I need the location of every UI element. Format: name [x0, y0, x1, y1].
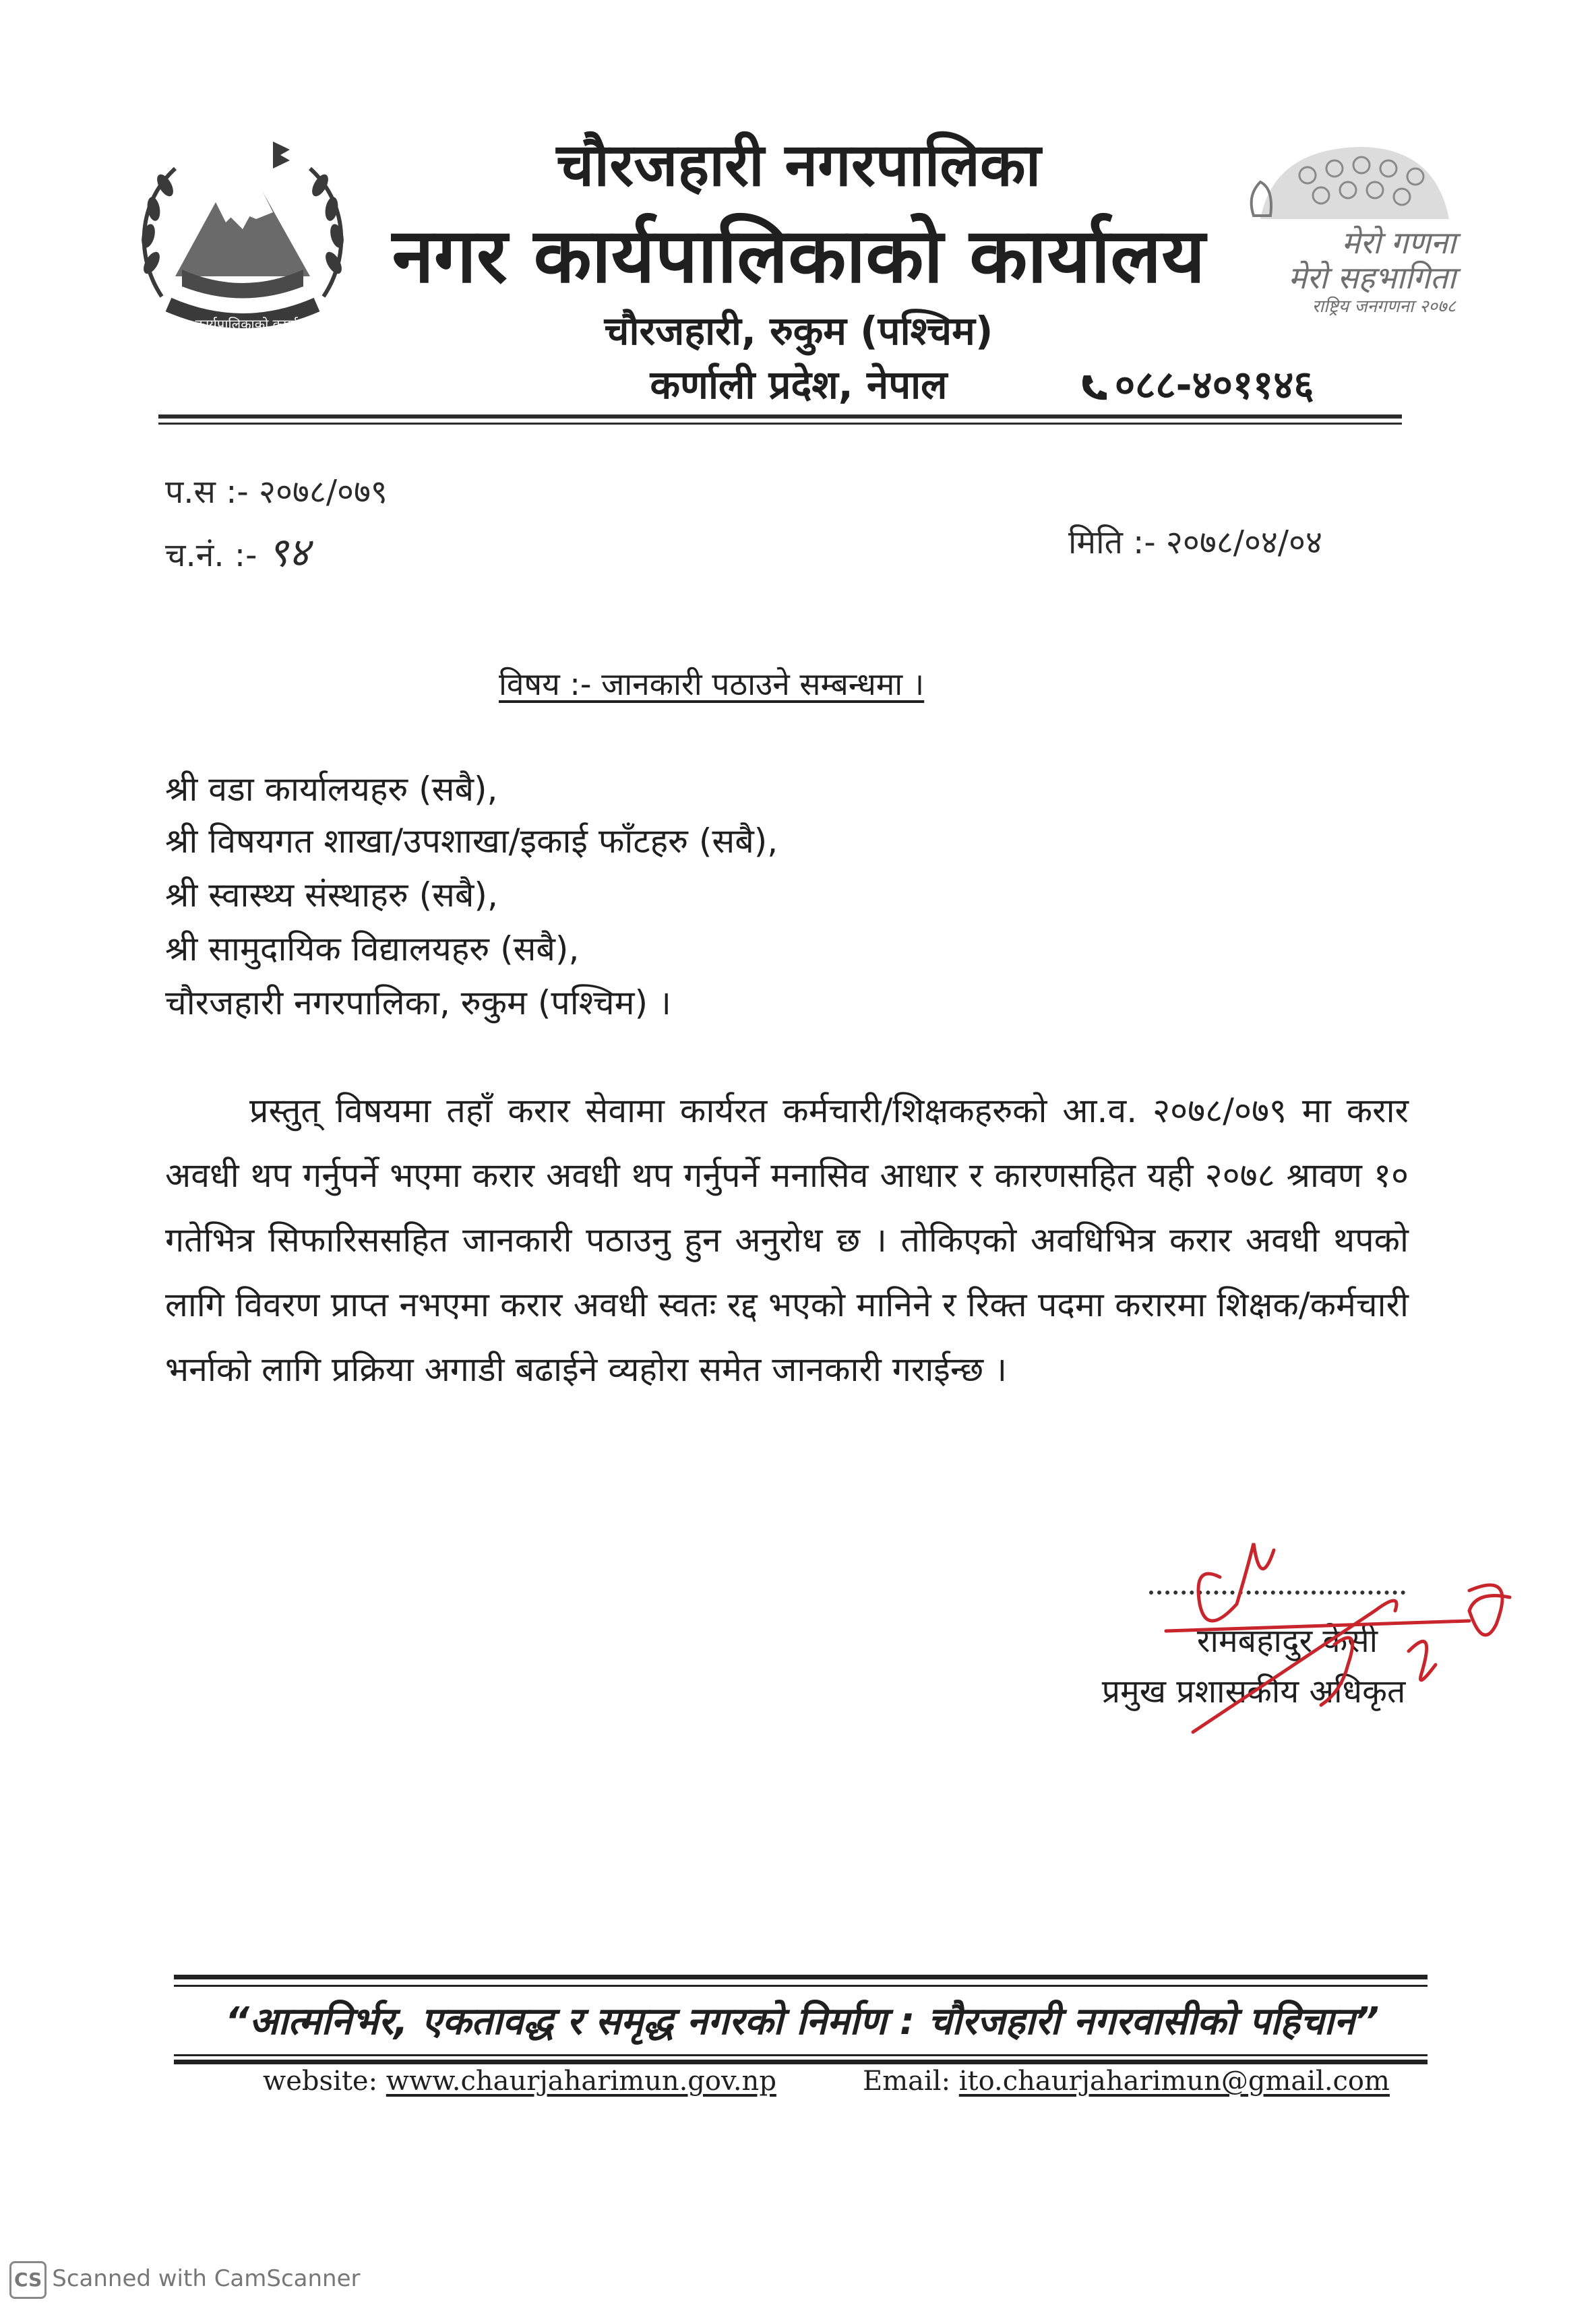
- phone-icon: [1078, 371, 1109, 402]
- website-label: website:: [263, 2066, 386, 2097]
- census-crowd-icon: [1233, 142, 1469, 222]
- phone-value: ०८८-४०११४६: [1115, 362, 1314, 408]
- camscanner-badge: CS: [9, 2261, 47, 2299]
- email-line: [863, 2062, 1390, 2100]
- footer-divider-bottom-thin: [174, 2054, 1428, 2056]
- addressee-5: चौरजहारी नगरपालिका, रुकुम (पश्चिम) ।: [165, 983, 671, 1022]
- municipality-motto: “आत्मनिर्भर, एकतावद्ध र समृद्ध नगरको निर्माण : चौरजहारी नगरवासीको पहिचान”: [224, 2000, 1380, 2043]
- letter-subject: विषय :- जानकारी पठाउने सम्बन्धमा ।: [499, 666, 925, 702]
- header-divider: [158, 414, 1402, 419]
- handwritten-signature: [1119, 1489, 1523, 1793]
- dispatch-label: च.नं. :-: [165, 536, 268, 574]
- addressee-1: श्री वडा कार्यालयहरु (सबै),: [165, 770, 498, 809]
- census-line1: मेरो गणना: [1341, 224, 1456, 261]
- website-link[interactable]: www.chaurjaharimun.gov.np: [386, 2066, 776, 2097]
- addressee-4: श्री सामुदायिक विद्यालयहरु (सबै),: [165, 929, 580, 968]
- footer-divider-top-thin: [174, 1985, 1428, 1987]
- dispatch-handwritten: ९४: [267, 529, 310, 576]
- office-name: नगर कार्यपालिकाको कार्यालय: [392, 212, 1206, 300]
- office-location: चौरजहारी, रुकुम (पश्चिम): [604, 308, 993, 354]
- addressee-3: श्री स्वास्थ्य संस्थाहरु (सबै),: [165, 875, 498, 915]
- letter-body: प्रस्तुत् विषयमा तहाँ करार सेवामा कार्यरत कर्मचारी/शिक्षकहरुको आ.व. २०७८/०७९ मा करार अवधी थप गर्नुपर्ने भएमा करार अवधी थप गर्नुपर्ने मनासिव आधार र कारणसहित यही २०७८ श्रावण १० गतेभित्र सिफारिससहित जानकारी पठाउनु हुन अनुरोध छ । तोकिएको अवधिभित्र करार अवधी थपको लागि विवरण प्राप्त नभएमा करार अवधी स्वतः रद्द भएको मानिने र रिक्त पदमा करारमा शिक्षक/कर्मचारी भर्नाको लागि प्रक्रिया अगाडी बढाईने व्यहोरा समेत जानकारी गराईन्छ ।: [165, 1091, 1409, 1389]
- census-logo: [1233, 142, 1469, 350]
- phone-number: [1078, 361, 1429, 409]
- province-line: कर्णाली प्रदेश, नेपाल: [650, 362, 948, 408]
- camscanner-text: Scanned with CamScanner: [52, 2265, 361, 2292]
- municipality-name: चौरजहारी नगरपालिका: [556, 130, 1041, 199]
- email-link[interactable]: ito.chaurjaharimun@gmail.com: [958, 2066, 1390, 2097]
- census-line2: मेरो सहभागिता: [1288, 259, 1456, 296]
- email-label: Email:: [863, 2066, 959, 2097]
- nepal-emblem-logo: [121, 128, 364, 357]
- camscanner-watermark: [0, 2261, 361, 2299]
- census-line3: राष्ट्रिय जनगणना २०७८: [1312, 297, 1456, 317]
- emblem-caption: नगर कार्यपालिकाको कार्यालय: [170, 316, 315, 332]
- signatory-name: रामबहादुर केसी: [1196, 1622, 1378, 1660]
- signatory-title: प्रमुख प्रशासकीय अधिकृत: [1101, 1673, 1406, 1711]
- footer-divider-top: [174, 1975, 1428, 1979]
- addressee-2: श्री विषयगत शाखा/उपशाखा/इकाई फाँटहरु (सबै),: [165, 822, 778, 861]
- website-line: [263, 2062, 776, 2100]
- fiscal-year: प.स :- २०७८/०७९: [165, 473, 388, 511]
- letter-date: मिति :- २०७८/०४/०४: [1068, 524, 1322, 561]
- dispatch-number: [165, 529, 310, 576]
- header-divider-thin: [158, 423, 1402, 425]
